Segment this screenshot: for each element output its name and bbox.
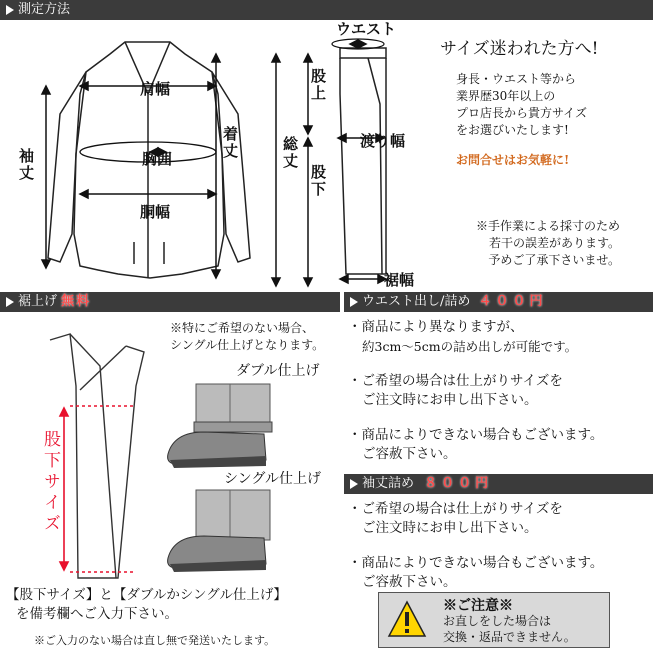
single-finish-illustration (160, 488, 310, 574)
sleeve-item (348, 500, 652, 538)
sleeve-price: ８００円 (424, 476, 493, 491)
jacket-chest-label: 胸囲 (142, 150, 173, 168)
size-help-title: サイズ迷われた方へ! (440, 39, 599, 59)
waist-item (348, 372, 652, 410)
hem-instruction-line: 【股下サイズ】と【ダブルかシングル仕上げ】 (6, 587, 287, 603)
sleeve-section-header (344, 474, 653, 494)
measure-note-line: 若干の誤差があります。 (488, 236, 620, 250)
caution-box (378, 592, 610, 648)
sleeve-item-line: ご注文時にお申し出下さい。 (362, 520, 538, 536)
measure-note-line: 予めご了承下さいませ。 (488, 253, 620, 267)
caution-line: 交換・返品できません。 (443, 630, 576, 644)
single-finish-label: シングル仕上げ (224, 471, 321, 487)
waist-item-line: ・ご希望の場合は仕上がりサイズを (348, 373, 563, 389)
pants-waist-label: ウエスト (336, 20, 397, 38)
size-help-block (434, 34, 649, 269)
jacket-shoulder-label: 肩幅 (140, 80, 171, 98)
hem-section-title: 裾上げ (18, 294, 58, 309)
size-help-line: プロ店長から貴方サイズ (456, 106, 588, 120)
hem-section-header (0, 292, 340, 312)
size-help-text (456, 71, 649, 139)
hem-note-line: ※特にご希望のない場合、 (170, 321, 315, 335)
triangle-icon (350, 297, 358, 307)
size-help-line: 業界歴30年以上の (456, 89, 556, 103)
waist-item-line: ご注文時にお申し出下さい。 (362, 392, 538, 408)
pants-thigh-label: 渡り幅 (360, 132, 406, 150)
size-help-line: 身長・ウエスト等から (456, 72, 577, 86)
jacket-waist-label: 胴幅 (140, 203, 171, 221)
pants-total-label: 総丈 (281, 136, 299, 170)
measure-panel (0, 20, 653, 290)
waist-price: ４００円 (478, 294, 547, 309)
jacket-sleeve-label: 袖丈 (17, 148, 35, 182)
caution-text (443, 613, 576, 645)
hem-note-line: シングル仕上げとなります。 (170, 338, 325, 352)
waist-items (348, 318, 652, 464)
caution-title: ※ご注意※ (443, 598, 513, 614)
hem-instruction (6, 586, 287, 624)
contact-text: お問合せはお気軽に! (456, 153, 570, 167)
sleeve-item-line: ・商品によりできない場合もございます。 (348, 555, 604, 571)
pants-inseam-label: 股下 (309, 164, 327, 198)
measure-note-line: ※手作業による採寸のため (475, 219, 620, 233)
sleeve-item (348, 554, 652, 592)
hem-footnote: ※ご入力のない場合は直し無で発送いたします。 (34, 634, 276, 647)
waist-item (348, 318, 652, 356)
double-finish-illustration (160, 382, 310, 472)
hem-note (170, 320, 324, 354)
waist-item-line: ・商品により異なりますが、 (348, 319, 524, 335)
waist-item (348, 426, 652, 464)
sleeve-items (348, 500, 652, 592)
waist-item-line: 約3cm～5cmの詰め出しが可能です。 (362, 339, 578, 354)
hem-panel (0, 312, 340, 653)
sleeve-item-line: ・ご希望の場合は仕上がりサイズを (348, 501, 563, 517)
pants-rise-label: 股上 (309, 68, 327, 102)
size-help-line: をお選びいたします! (456, 123, 569, 137)
waist-section-title: ウエスト出し/詰め (362, 294, 471, 309)
waist-section-header (344, 292, 653, 312)
sleeve-item-line: ご容赦下さい。 (362, 574, 457, 590)
caution-line: お直しをした場合は (443, 614, 552, 628)
hem-free-badge: 無料 (61, 294, 92, 309)
sleeve-section-title: 袖丈詰め (362, 476, 415, 491)
waist-item-line: ご容赦下さい。 (362, 446, 457, 462)
triangle-icon (350, 479, 358, 489)
warning-icon (387, 600, 427, 640)
measure-note (450, 218, 620, 269)
measure-section-header (0, 0, 653, 20)
double-finish-label: ダブル仕上げ (236, 363, 320, 379)
jacket-length-label: 着丈 (221, 126, 239, 160)
measure-section-title: 測定方法 (18, 2, 71, 17)
pants-hem-label: 裾幅 (384, 271, 415, 289)
waist-item-line: ・商品によりできない場合もございます。 (348, 427, 604, 443)
triangle-icon (6, 297, 14, 307)
inseam-size-text: 股下サイズ (40, 430, 60, 535)
hem-instruction-line: を備考欄へご入力下さい。 (16, 606, 178, 622)
triangle-icon (6, 5, 14, 15)
inseam-size-label (38, 430, 63, 535)
